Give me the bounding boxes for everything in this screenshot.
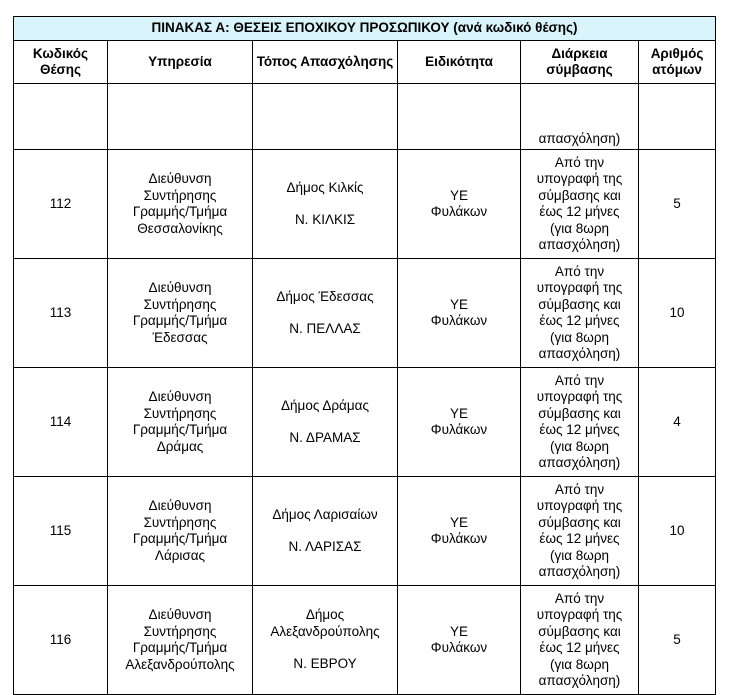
header-specialty: Ειδικότητα (398, 41, 521, 84)
cont-cell-place (253, 84, 398, 150)
service-line: Γραμμής/Τμήμα (132, 531, 228, 546)
cell-place (253, 259, 398, 368)
cell-service (108, 586, 253, 695)
specialty-line: ΥΕ (449, 405, 468, 421)
table-header-row (14, 41, 716, 84)
table-row (14, 477, 716, 586)
duration-line: απασχόληση) (538, 673, 621, 688)
duration-line: (για 8ωρη (549, 329, 610, 345)
duration-line: (για 8ωρη (549, 220, 610, 236)
service-line: Γραμμής/Τμήμα (132, 422, 228, 437)
cell-duration (521, 586, 639, 695)
prefecture: Ν. ΕΒΡΟΥ (293, 656, 357, 672)
header-place: Τόπος Απασχόλησης (253, 41, 398, 84)
table-row (14, 150, 716, 259)
cont-cell-service (108, 84, 253, 150)
cell-specialty (398, 368, 521, 477)
service-line: Λάρισας (154, 547, 206, 563)
table-row (14, 586, 716, 695)
header-duration-line2: σύμβασης (546, 62, 613, 77)
duration-line: υπογραφή της (536, 280, 623, 295)
service-line: Γραμμής/Τμήμα (132, 204, 228, 219)
service-line: Έδεσσας (152, 329, 208, 345)
specialty-line: Φυλάκων (430, 531, 488, 546)
cell-count: 5 (639, 150, 716, 259)
municipality-line: Δήμος (305, 607, 345, 623)
duration-line: Από την (554, 154, 605, 170)
duration-line: απασχόληση) (538, 564, 621, 579)
service-line: Διεύθυνση (148, 280, 212, 295)
cell-specialty (398, 259, 521, 368)
service-line: Συντήρησης (143, 514, 217, 530)
cell-duration (521, 477, 639, 586)
duration-line: έως 12 μήνες (539, 531, 620, 546)
header-code (14, 41, 108, 84)
duration-line: υπογραφή της (536, 389, 623, 404)
cont-cell-code (14, 84, 108, 150)
service-line: Συντήρησης (143, 405, 217, 421)
cell-service (108, 259, 253, 368)
specialty-line: ΥΕ (449, 623, 468, 639)
municipality-line: Δήμος Κιλκίς (286, 179, 364, 195)
cell-duration (521, 368, 639, 477)
table-row (14, 259, 716, 368)
cell-code: 112 (14, 150, 108, 259)
service-line: Διεύθυνση (148, 498, 212, 513)
duration-line: σύμβασης και (538, 187, 621, 203)
duration-line: (για 8ωρη (549, 547, 610, 563)
duration-line: (για 8ωρη (549, 438, 610, 454)
header-duration-line1: Διάρκεια (551, 46, 608, 61)
duration-line: Από την (554, 263, 605, 279)
service-line: Διεύθυνση (148, 389, 212, 404)
prefecture: Ν. ΛΑΡΙΣΑΣ (288, 539, 362, 554)
duration-line: σύμβασης και (538, 296, 621, 312)
cell-duration (521, 259, 639, 368)
header-count-line2: ατόμων (652, 62, 702, 77)
municipality-line: Δήμος Έδεσσας (276, 288, 374, 304)
cell-service (108, 477, 253, 586)
seasonal-staff-table (13, 16, 716, 695)
specialty-line: ΥΕ (449, 514, 468, 530)
table-body (14, 150, 716, 695)
cell-place (253, 477, 398, 586)
cont-cell-count (639, 84, 716, 150)
header-code-line1: Κωδικός (32, 46, 89, 61)
cell-service (108, 368, 253, 477)
duration-line: έως 12 μήνες (539, 640, 620, 655)
duration-line: (για 8ωρη (549, 656, 610, 672)
place-spacer (256, 196, 394, 212)
municipality-line: Δήμος Δράμας (281, 397, 369, 413)
place-spacer (256, 305, 394, 321)
duration-line: έως 12 μήνες (539, 422, 620, 437)
place-spacer (256, 414, 394, 430)
duration-line: έως 12 μήνες (539, 313, 620, 328)
duration-line: υπογραφή της (536, 171, 623, 186)
table-row (14, 368, 716, 477)
place-spacer (256, 523, 394, 539)
duration-line: σύμβασης και (538, 405, 621, 421)
cell-specialty (398, 586, 521, 695)
service-line: Αλεξανδρούπολης (125, 656, 235, 672)
specialty-line: Φυλάκων (430, 313, 488, 328)
cell-code: 115 (14, 477, 108, 586)
continuation-row (14, 84, 716, 150)
duration-line: απασχόληση) (538, 346, 621, 361)
cell-specialty (398, 477, 521, 586)
municipality-line: Δήμος Λαρισαίων (272, 506, 378, 522)
duration-line: έως 12 μήνες (539, 204, 620, 219)
cont-cell-specialty (398, 84, 521, 150)
cell-service (108, 150, 253, 259)
specialty-line: Φυλάκων (430, 422, 488, 437)
cell-count: 10 (639, 259, 716, 368)
header-count-line1: Αριθμός (650, 46, 704, 61)
place-spacer (256, 640, 394, 656)
duration-line: σύμβασης και (538, 623, 621, 639)
service-line: Συντήρησης (143, 623, 217, 639)
service-line: Γραμμής/Τμήμα (132, 640, 228, 655)
service-line: Διεύθυνση (148, 607, 212, 622)
cell-place (253, 368, 398, 477)
cell-place (253, 586, 398, 695)
header-count (639, 41, 716, 84)
specialty-line: ΥΕ (449, 296, 468, 312)
cell-specialty (398, 150, 521, 259)
cell-count: 10 (639, 477, 716, 586)
prefecture: Ν. ΔΡΑΜΑΣ (289, 430, 361, 445)
service-line: Συντήρησης (143, 296, 217, 312)
duration-line: Από την (554, 590, 605, 606)
prefecture: Ν. ΠΕΛΛΑΣ (289, 321, 361, 336)
header-code-line2: Θέσης (39, 62, 82, 77)
cell-place (253, 150, 398, 259)
specialty-line: Φυλάκων (430, 204, 488, 219)
duration-line: υπογραφή της (536, 498, 623, 513)
table-title: ΠΙΝΑΚΑΣ Α: ΘΕΣΕΙΣ ΕΠΟΧΙΚΟΥ ΠΡΟΣΩΠΙΚΟΥ (ανά κωδικό θέσης) (14, 17, 716, 41)
specialty-line: ΥΕ (449, 187, 468, 203)
duration-line: Από την (554, 481, 605, 497)
header-duration (521, 41, 639, 84)
service-line: Δράμας (156, 438, 204, 454)
cell-code: 114 (14, 368, 108, 477)
cell-code: 116 (14, 586, 108, 695)
duration-line: απασχόληση) (538, 455, 621, 470)
duration-line: Από την (554, 372, 605, 388)
cell-count: 5 (639, 586, 716, 695)
duration-line: υπογραφή της (536, 607, 623, 622)
duration-line: απασχόληση) (538, 237, 621, 252)
municipality-line: Αλεξανδρούπολης (270, 623, 380, 639)
cont-cell-duration: απασχόληση) (521, 84, 639, 150)
service-line: Γραμμής/Τμήμα (132, 313, 228, 328)
table-title-row (14, 17, 716, 41)
cell-code: 113 (14, 259, 108, 368)
service-line: Θεσσαλονίκης (137, 220, 223, 236)
service-line: Συντήρησης (143, 187, 217, 203)
duration-line: σύμβασης και (538, 514, 621, 530)
prefecture: Ν. ΚΙΛΚΙΣ (294, 212, 356, 227)
service-line: Διεύθυνση (148, 171, 212, 186)
specialty-line: Φυλάκων (430, 640, 488, 655)
cell-duration (521, 150, 639, 259)
cell-count: 4 (639, 368, 716, 477)
header-service: Υπηρεσία (108, 41, 253, 84)
